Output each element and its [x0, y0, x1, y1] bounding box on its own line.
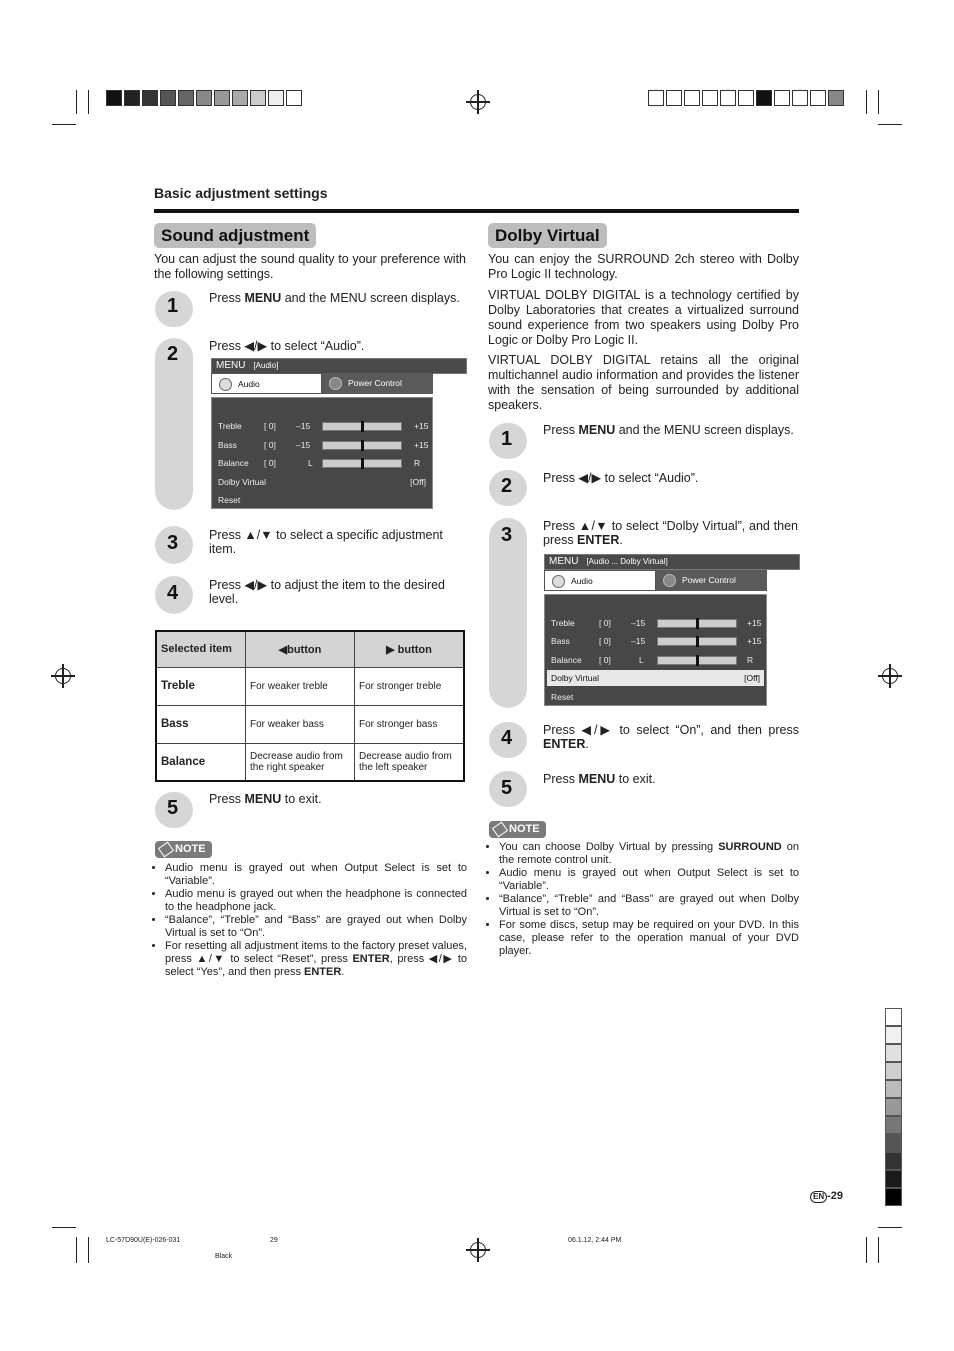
note-badge: NOTE [489, 821, 546, 838]
menu-row-reset[interactable]: Reset [551, 692, 574, 702]
bass-slider[interactable] [657, 637, 737, 646]
footer-model: LC-57D90U(E)-026-031 [106, 1237, 181, 1244]
step-number: 5 [167, 797, 179, 819]
balance-slider[interactable] [657, 656, 737, 665]
table-header: ▶ button [355, 631, 465, 667]
balance-slider[interactable] [322, 459, 402, 468]
list-item: • “Balance”, “Treble” and “Bass” are grayed out when Dolby Virtual is set to “On”. [499, 893, 799, 919]
footer-ink: Black [215, 1253, 233, 1260]
menu-header: MENU [Audio] [211, 358, 467, 374]
menu-row-dolby-virtual[interactable]: Dolby Virtual [Off] [218, 477, 426, 487]
audio-menu-body [211, 397, 433, 509]
dolby-para-1: You can enjoy the SURROUND 2ch stereo with Dolby Pro Logic II technology. [488, 252, 799, 281]
menu-row-treble[interactable]: Treble [ 0] –15 +15 [218, 421, 429, 431]
table-row: Balance Decrease audio from the right speaker Decrease audio from the left speaker [156, 743, 464, 781]
step-number: 2 [167, 343, 179, 365]
table-row: Treble For weaker treble For stronger treble [156, 667, 464, 705]
step-number: 1 [167, 295, 179, 317]
power-control-icon [663, 574, 676, 587]
menu-header: MENU [Audio ... Dolby Virtual] [544, 554, 800, 570]
dolby-para-3: VIRTUAL DOLBY DIGITAL retains all the original multichannel audio information and provides the listener with the sensation of being surrounded by additional speakers. [488, 353, 799, 412]
list-item: • For resetting all adjustment items to the factory preset values, press ▲/▼ to select “Reset”, press ENTER, press ◀/▶ to select “Yes”, and then press ENTER. [165, 940, 467, 979]
section-heading: Basic adjustment settings [154, 185, 328, 201]
step-5-text: Press MENU to exit. [209, 792, 322, 806]
bass-slider[interactable] [322, 441, 402, 450]
header-rule [154, 209, 799, 213]
dolby-virtual-title: Dolby Virtual [488, 223, 607, 248]
note-badge: NOTE [155, 841, 212, 858]
tab-audio[interactable]: Audio [211, 373, 322, 394]
sound-notes [154, 862, 467, 979]
step-2-text: Press ◀/▶ to select “Audio”. [209, 339, 365, 353]
step-number: 4 [167, 582, 179, 604]
list-item: • For some discs, setup may be required on your DVD. In this case, please refer to the operation manual of your DVD player. [499, 919, 799, 958]
menu-row-treble[interactable]: Treble [ 0] –15 +15 [551, 618, 762, 628]
table-header: ◀button [246, 631, 355, 667]
list-item: • Audio menu is grayed out when Output Select is set to “Variable”. [165, 862, 467, 888]
dolby-step-2-text: Press ◀/▶ to select “Audio”. [543, 471, 699, 485]
adjustment-table [155, 630, 465, 782]
menu-row-reset[interactable]: Reset [218, 495, 241, 505]
step-number: 2 [501, 475, 513, 497]
step-1-text: Press MENU and the MENU screen displays. [209, 291, 460, 305]
treble-slider[interactable] [322, 422, 402, 431]
step-number: 1 [501, 428, 513, 450]
menu-row-bass[interactable]: Bass [ 0] –15 +15 [551, 636, 762, 646]
menu-row-bass[interactable]: Bass [ 0] –15 +15 [218, 440, 429, 450]
audio-icon [552, 575, 565, 588]
step-number: 3 [167, 532, 179, 554]
sound-intro: You can adjust the sound quality to your preference with the following settings. [154, 252, 466, 281]
step-number: 5 [501, 777, 513, 799]
list-item: • You can choose Dolby Virtual by pressing SURROUND on the remote control unit. [499, 841, 799, 867]
tab-audio[interactable]: Audio [544, 570, 656, 591]
registration-mark-icon [470, 94, 486, 110]
dolby-step-3-text: Press ▲/▼ to select “Dolby Virtual”, and then press ENTER. [543, 519, 798, 547]
step-3-text: Press ▲/▼ to select a specific adjustment item. [209, 528, 443, 556]
sound-adjustment-title: Sound adjustment [154, 223, 316, 248]
audio-icon [219, 378, 232, 391]
dolby-step-4-text: Press ◀/▶ to select “On”, and then press ENTER. [543, 723, 799, 751]
registration-mark-icon [882, 668, 898, 684]
tab-power-control[interactable]: Power Control [322, 373, 433, 394]
page-number: EN -29 [810, 1190, 843, 1203]
registration-mark-icon [470, 1242, 486, 1258]
table-header: Selected item [156, 631, 246, 667]
step-number: 3 [501, 524, 513, 546]
lang-badge: EN [810, 1191, 827, 1203]
audio-menu-body [544, 594, 767, 706]
table-row: Bass For weaker bass For stronger bass [156, 705, 464, 743]
menu-row-balance[interactable]: Balance [ 0] L R [551, 655, 754, 665]
power-control-icon [329, 377, 342, 390]
footer-date: 06.1.12, 2:44 PM [568, 1237, 622, 1244]
dolby-notes [488, 841, 799, 958]
list-item: • “Balance”, “Treble” and “Bass” are grayed out when Dolby Virtual is set to “On”. [165, 914, 467, 940]
menu-row-balance[interactable]: Balance [ 0] L R [218, 458, 421, 468]
step-4-text: Press ◀/▶ to adjust the item to the desired level. [209, 578, 446, 606]
list-item: • Audio menu is grayed out when Output Select is set to “Variable”. [499, 867, 799, 893]
treble-slider[interactable] [657, 619, 737, 628]
dolby-step-5-text: Press MENU to exit. [543, 772, 656, 786]
tab-power-control[interactable]: Power Control [656, 570, 767, 591]
registration-mark-icon [55, 668, 71, 684]
footer-page: 29 [270, 1237, 278, 1244]
dolby-para-2: VIRTUAL DOLBY DIGITAL is a technology certified by Dolby Laboratories that creates a virtualized surround sound experience from two speakers using Dolby Pro Logic or Dolby Pro Logic II. [488, 288, 799, 347]
dolby-step-1-text: Press MENU and the MENU screen displays. [543, 423, 794, 437]
step-number: 4 [501, 727, 513, 749]
list-item: • Audio menu is grayed out when the headphone is connected to the headphone jack. [165, 888, 467, 914]
menu-row-dolby-virtual[interactable]: Dolby Virtual [Off] [547, 670, 764, 686]
